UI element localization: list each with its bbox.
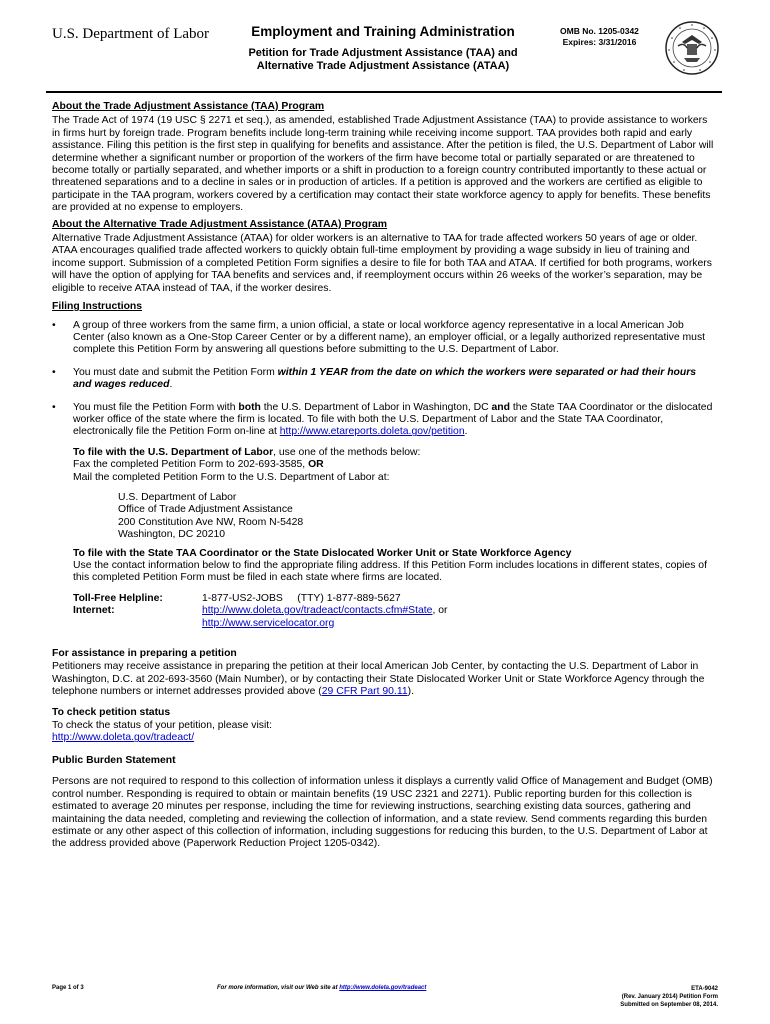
tradeact-status-link[interactable]: http://www.doleta.gov/tradeact/	[52, 732, 195, 744]
helpline-row	[52, 593, 717, 605]
form-title-line2: Alternative Trade Adjustment Assistance (ATAA)	[256, 60, 510, 72]
burden-paragraph: Persons are not required to respond to this collection of information unless it displays a currently valid Office of Management and Budget (OMB) control number. Responding is required to obtain or maintain benefits (19 USC 2321 and 2271). Public reporting burden for this collection is estimated to average 20 minutes per response, including the time for reviewing instructions, searching existing data sources, gathering and maintaining the data needed, completing and reviewing the collection of information, and a state review. Send comments regarding this burden estimate or any other aspect of this collection of information, including suggestions for reducing this burden, to the U.S. Department of Labor at the address provided above (Paperwork Reduction Project 1205-0342).	[52, 776, 713, 850]
form-header	[228, 24, 538, 73]
dol-filing-heading: To file with the U.S. Department of Labor	[73, 446, 274, 458]
status-text: To check the status of your petition, please visit:	[52, 720, 273, 732]
department-name: U.S. Department of Labor	[52, 26, 210, 42]
mailing-address	[52, 492, 717, 542]
address-line: U.S. Department of Labor	[118, 491, 237, 503]
fax-line: Fax the completed Petition Form to 202-693-3585,	[73, 459, 309, 471]
more-info: For more information, visit our Web site at http://www.doleta.gov/tradeact	[217, 985, 427, 991]
omb-block	[560, 26, 639, 48]
state-filing-heading: To file with the State TAA Coordinator or the State Dislocated Worker Unit or State Workforce Agency	[73, 547, 572, 559]
filing-deadline-emphasis: within 1 YEAR from the date on which the workers were separated or had their hours and wages reduced	[73, 366, 697, 391]
form-number: ETA-9042	[691, 986, 718, 992]
state-filing-text: Use the contact information below to find the appropriate filing address. If this Petition Form includes locations in different states, copies of this completed Petition Form must be filed in each state where firms are located.	[73, 560, 707, 584]
internet-row: Internet: http://www.doleta.gov/tradeact/contacts.cfm#State, or http://www.servicelocator.org	[73, 605, 448, 629]
agency-title: Employment and Training Administration	[251, 24, 515, 39]
bullet-icon: •	[52, 319, 56, 331]
address-line: Office of Trade Adjustment Assistance	[118, 504, 293, 516]
mail-line: Mail the completed Petition Form to the U.S. Department of Labor at:	[73, 471, 390, 483]
document-body	[52, 101, 717, 851]
state-contacts-link[interactable]: http://www.doleta.gov/tradeact/contacts.cfm#State	[202, 605, 433, 617]
header-divider	[46, 91, 722, 93]
omb-expires: Expires: 3/31/2016	[562, 37, 637, 47]
submitted-date: Submitted on September 08, 2014.	[620, 1002, 718, 1008]
ataa-heading: About the Alternative Trade Adjustment Assistance (ATAA) Program	[52, 218, 388, 230]
form-title-line1: Petition for Trade Adjustment Assistance (TAA) and	[248, 47, 518, 59]
dol-filing-block: To file with the U.S. Department of Labor, use one of the methods below: Fax the completed Petition Form to 202-693-3585, OR Mail the completed Petition Form to the U.S. Department of Labor at:	[52, 447, 717, 484]
filing-bullet-1	[52, 320, 717, 357]
assistance-paragraph: Petitioners may receive assistance in preparing the petition at their local American Job Center, by contacting the U.S. Department of Labor in Washington, D.C. at 202-693-3560 (Main Number), or by contacting their State Dislocated Worker Unit or State Workforce Agency through the telephone numbers or internet addresses provided above (29 CFR Part 90.11).	[52, 661, 705, 698]
tradeact-footer-link[interactable]: http://www.doleta.gov/tradeact	[339, 985, 427, 991]
omb-number: OMB No. 1205-0342	[560, 26, 639, 36]
helpline-value: 1-877-US2-JOBS (TTY) 1-877-889-5627	[202, 592, 401, 604]
status-heading: To check petition status	[52, 706, 171, 718]
filing-bullet-3: • You must file the Petition Form with both the U.S. Department of Labor in Washington, DC and the State TAA Coordinator or the dislocated worker office of the state where the firm is located. To file with both the U.S. Department of Labor and the State TAA Coordinator, electronically file the Petition Form on-line at http://www.etareports.doleta.gov/petition.	[52, 401, 713, 438]
bullet-icon: •	[52, 366, 56, 378]
ataa-paragraph: Alternative Trade Adjustment Assistance (ATAA) for older workers is an alternative to TAA for trade affected workers 50 years of age or older. ATAA encourages qualified trade affected workers to quickly obtain full-time employment by providing a wage subsidy in lieu of training and income support. Submission of a completed Petition Form signifies a desire to file for both TAA and ATAA. If certified for both programs, workers will have the option of applying for TAA benefits and services and, if reemployment occurs within 26 weeks of the worker’s separation, may be eligible to receive ATAA instead of TAA, if the worker desires.	[52, 233, 712, 294]
cfr-link[interactable]: 29 CFR Part 90.11	[321, 686, 408, 698]
filing-bullet-1-text: A group of three workers from the same firm, a union official, a state or local workforce agency representative in a local American Job Center (also known as a One-Stop Career Center or by a different name), an employer official, or a legally authorized representative must complete this Petition Form by answering all questions before submitting to the U.S. Department of Labor.	[73, 319, 706, 356]
address-line: 200 Constitution Ave NW, Room N-5428	[118, 516, 304, 528]
servicelocator-link[interactable]: http://www.servicelocator.org	[202, 617, 335, 629]
taa-paragraph: The Trade Act of 1974 (19 USC § 2271 et seq.), as amended, established Trade Adjustment Assistance (TAA) to provide assistance to workers in firms hurt by foreign trade. Program benefits include long-term training while receiving income support. TAA provides both rapid and early assistance. Filing this petition is the first step in qualifying for benefits and assistance. After the petition is filed, the U.S. Department of Labor will determine whether a significant number or proportion of the workers of the firm have become total or partially separated or are threatened to become totally or partially separated, and whether imports or a shift in production to a foreign country contributed importantly to these actual or threatened separations and to a decline in sales or in production of articles. If a petition is approved and the workers are certified as eligible to participate in the TAA program, workers covered by a certification may contact their state workforce agency to apply for benefits. These benefits are provided at no expense to employers.	[52, 115, 714, 214]
state-filing-block	[52, 548, 717, 585]
bullet-icon: •	[52, 401, 56, 413]
etareports-petition-link[interactable]: http://www.etareports.doleta.gov/petition	[279, 426, 465, 438]
form-revision-block	[620, 985, 718, 1009]
burden-heading: Public Burden Statement	[52, 754, 176, 766]
filing-bullet-2-text: You must date and submit the Petition Form	[73, 366, 278, 378]
internet-label: Internet:	[73, 605, 115, 617]
page-number: Page 1 of 3	[52, 985, 84, 991]
dol-seal-icon	[664, 20, 720, 76]
address-line: Washington, DC 20210	[118, 529, 226, 541]
taa-heading: About the Trade Adjustment Assistance (TAA) Program	[52, 101, 325, 112]
helpline-label: Toll-Free Helpline:	[73, 592, 163, 604]
form-title	[228, 47, 538, 73]
form-revision: (Rev. January 2014) Petition Form	[621, 994, 718, 1000]
filing-heading: Filing Instructions	[52, 301, 143, 313]
assistance-heading: For assistance in preparing a petition	[52, 648, 237, 660]
filing-bullet-2: • You must date and submit the Petition Form within 1 YEAR from the date on which the workers were separated or had their hours and wages reduced.	[52, 366, 697, 391]
